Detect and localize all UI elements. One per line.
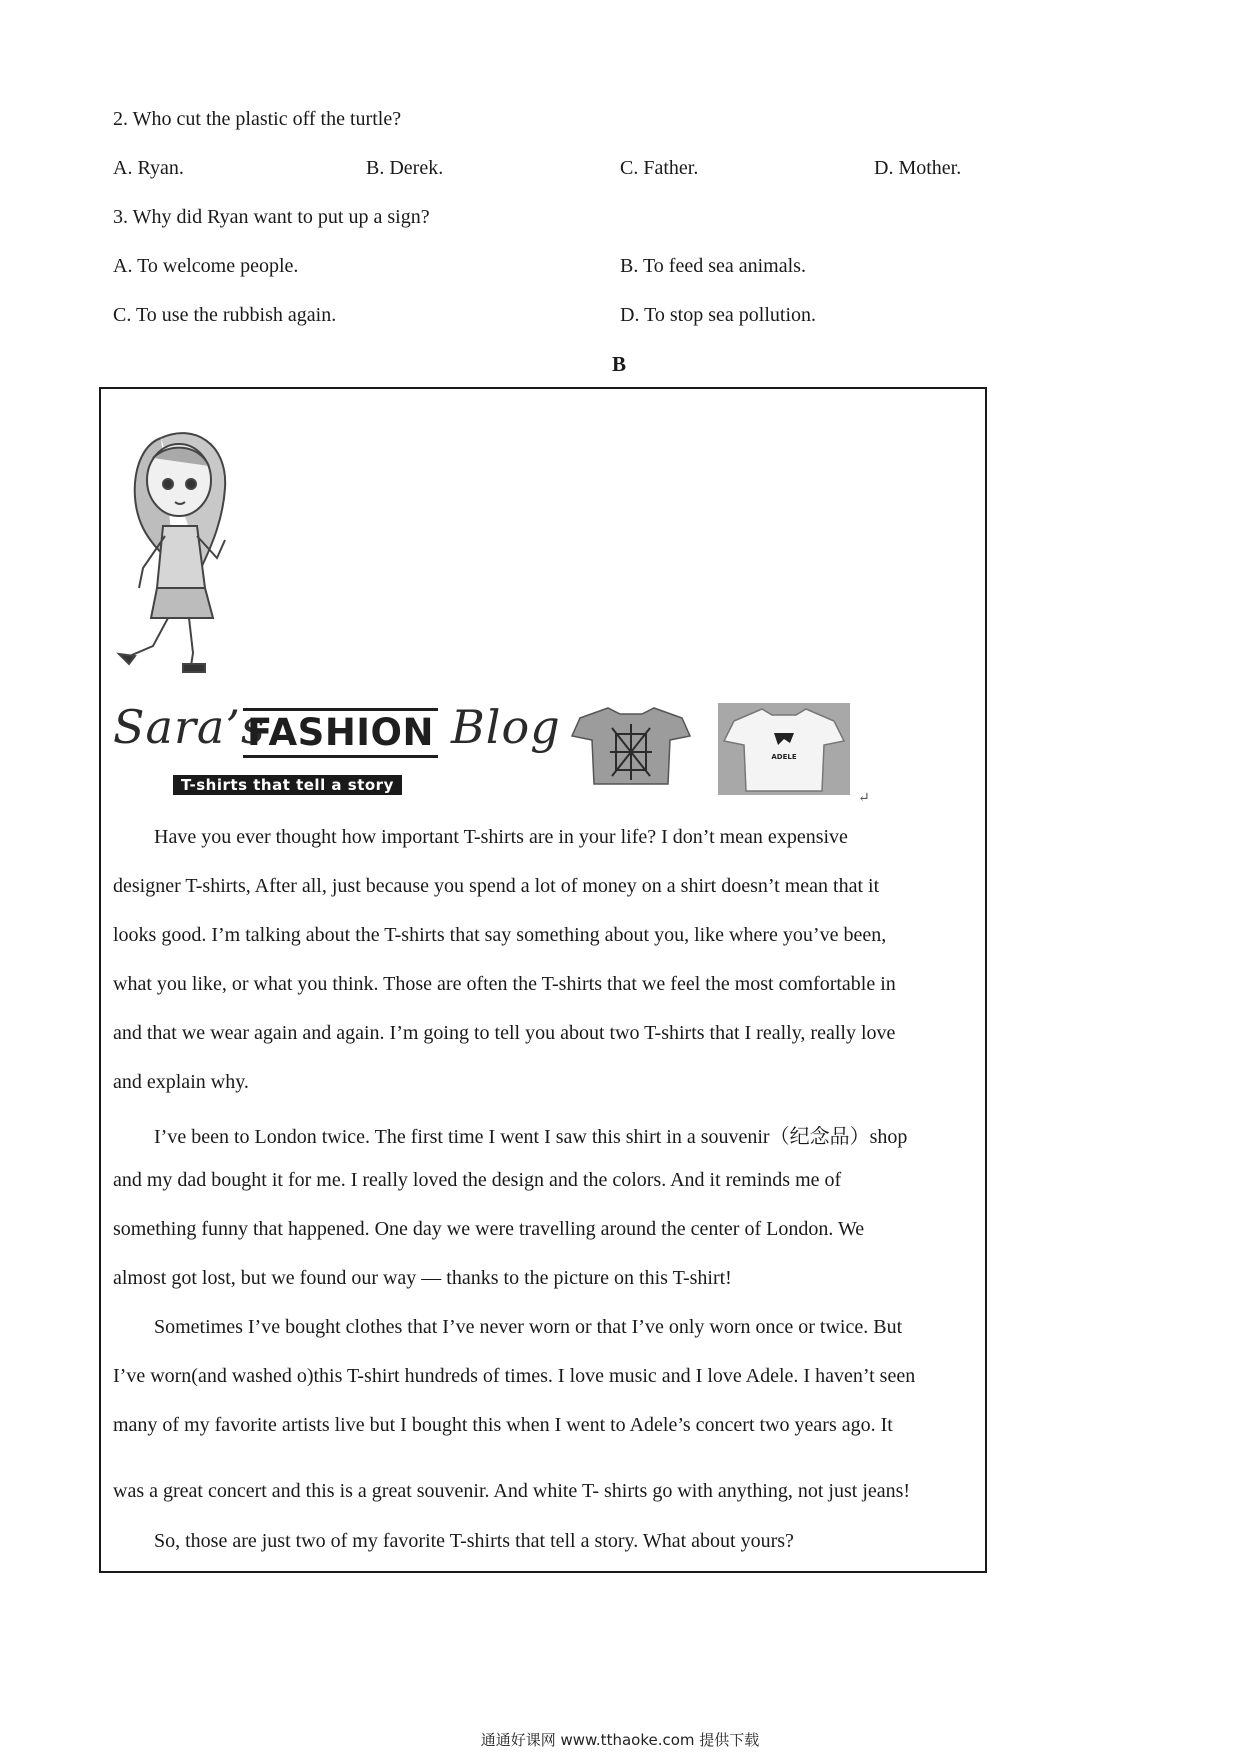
return-mark: ↵ — [858, 791, 870, 806]
question-3-option-a: A. To welcome people. — [113, 255, 299, 277]
passage-line: I’ve worn(and washed o)this T-shirt hundreds of times. I love music and I love Adele. I haven’t seen — [113, 1365, 916, 1387]
question-2-stem: 2. Who cut the plastic off the turtle? — [113, 108, 402, 130]
passage-line: So, those are just two of my favorite T-shirts that tell a story. What about yours? — [154, 1530, 794, 1552]
question-3-option-b: B. To feed sea animals. — [620, 255, 806, 277]
girl-illustration-icon — [113, 418, 253, 678]
blog-tagline: T-shirts that tell a story — [173, 775, 402, 795]
passage-line: almost got lost, but we found our way — thanks to the picture on this T-shirt! — [113, 1267, 732, 1289]
passage-line: something funny that happened. One day we were travelling around the center of London. We — [113, 1218, 865, 1240]
passage-line: and explain why. — [113, 1071, 249, 1093]
blog-title-script-blog: Blog — [451, 700, 561, 754]
blog-title-script-sara: Sara’s — [113, 700, 266, 754]
question-2-option-b: B. Derek. — [366, 157, 444, 179]
passage-line: was a great concert and this is a great souvenir. And white T- shirts go with anything, not just jeans! — [113, 1480, 911, 1502]
passage-line: looks good. I’m talking about the T-shirts that say something about you, like where you’ve been, — [113, 924, 887, 946]
passage-line: I’ve been to London twice. The first time I went I saw this shirt in a souvenir（纪念品）shop — [154, 1126, 908, 1148]
question-3-option-c: C. To use the rubbish again. — [113, 304, 337, 326]
question-3-stem: 3. Why did Ryan want to put up a sign? — [113, 206, 430, 228]
section-label: B — [612, 352, 627, 376]
question-3-option-d: D. To stop sea pollution. — [620, 304, 817, 326]
passage-line: Have you ever thought how important T-shirts are in your life? I don’t mean expensive — [154, 826, 848, 848]
passage-line: what you like, or what you think. Those are often the T-shirts that we feel the most comfortable in — [113, 973, 896, 995]
adele-shirt-text: ADELE — [771, 753, 797, 761]
passage-line: many of my favorite artists live but I bought this when I went to Adele’s concert two years ago. It — [113, 1414, 893, 1436]
adele-tshirt-image — [718, 703, 850, 795]
blog-title — [113, 700, 561, 770]
passage-line: and my dad bought it for me. I really loved the design and the colors. And it reminds me of — [113, 1169, 842, 1191]
passage-line: Sometimes I’ve bought clothes that I’ve never worn or that I’ve only worn once or twice. But — [154, 1316, 903, 1338]
page-footer: 通通好课网 www.tthaoke.com 提供下载 — [480, 1731, 760, 1749]
passage-line: and that we wear again and again. I’m going to tell you about two T-shirts that I really, really love — [113, 1022, 896, 1044]
passage-line: designer T-shirts, After all, just because you spend a lot of money on a shirt doesn’t mean that it — [113, 875, 880, 897]
question-2-option-d: D. Mother. — [874, 157, 962, 179]
london-tshirt-image — [570, 706, 692, 786]
question-2-option-c: C. Father. — [620, 157, 699, 179]
blog-title-fashion: FASHION — [243, 708, 438, 758]
question-2-option-a: A. Ryan. — [113, 157, 184, 179]
